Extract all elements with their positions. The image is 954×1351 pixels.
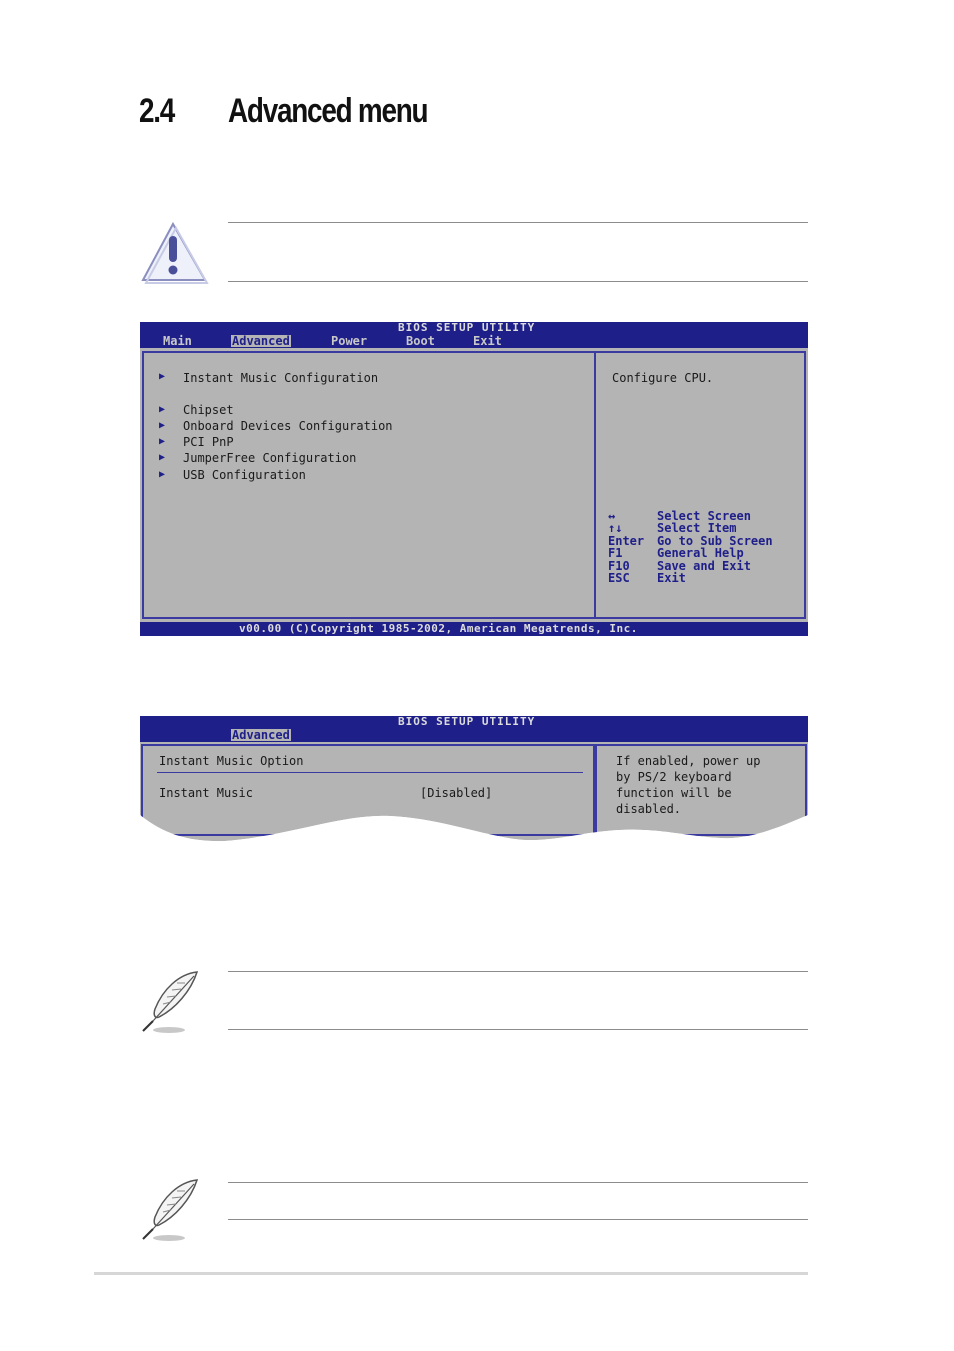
help-line: If enabled, power up [616, 754, 761, 768]
note-feather-icon [139, 969, 203, 1035]
menu-entry-chipset[interactable]: Chipset [183, 403, 234, 417]
menu-entry-onboard-devices[interactable]: Onboard Devices Configuration [183, 419, 393, 433]
option-value[interactable]: [Disabled] [420, 786, 493, 800]
menu-power[interactable]: Power [331, 334, 368, 348]
menu-entry-pci-pnp[interactable]: PCI PnP [183, 435, 234, 449]
key-desc: Select Item [657, 521, 737, 535]
footer-rule [94, 1272, 808, 1275]
section-divider [157, 772, 583, 773]
menu-entry-usb[interactable]: USB Configuration [183, 468, 306, 482]
submenu-arrow-icon: ▶ [159, 469, 166, 480]
note1-rule-bottom [228, 1029, 808, 1030]
menu-main[interactable]: Main [163, 334, 192, 348]
menu-entry-jumperfree[interactable]: JumperFree Configuration [183, 451, 357, 465]
key-name: Enter [608, 534, 645, 548]
help-line: by PS/2 keyboard [616, 770, 732, 784]
help-line: function will be [616, 786, 732, 800]
caution-icon [139, 220, 209, 286]
caution-rule-bottom [228, 281, 808, 282]
note2-rule-top [228, 1182, 808, 1183]
help-line: disabled. [616, 802, 682, 816]
key-name: F1 [608, 546, 623, 560]
bios-title: BIOS SETUP UTILITY [398, 321, 536, 334]
section-title: Advanced menu [228, 92, 428, 130]
bios-copyright: v00.00 (C)Copyright 1985-2002, American Megatrends, Inc. [239, 622, 638, 635]
option-label: Instant Music [159, 786, 253, 800]
caution-rule-top [228, 222, 808, 223]
key-name: ESC [608, 571, 630, 585]
section-number: 2.4 [139, 92, 175, 130]
submenu-arrow-icon: ▶ [159, 404, 166, 415]
submenu-arrow-icon: ▶ [159, 371, 166, 382]
bios-left-frame [142, 351, 596, 619]
key-name: ↑↓ [608, 521, 623, 535]
key-desc: Select Screen [657, 509, 751, 523]
key-name: ↔ [608, 509, 616, 523]
help-text: Configure CPU. [612, 371, 714, 385]
submenu-arrow-icon: ▶ [159, 452, 166, 463]
menu-advanced[interactable]: Advanced [232, 334, 290, 348]
menu-advanced[interactable]: Advanced [232, 728, 290, 742]
key-desc: Go to Sub Screen [657, 534, 773, 548]
key-name: F10 [608, 559, 630, 573]
submenu-arrow-icon: ▶ [159, 436, 166, 447]
key-desc: Save and Exit [657, 559, 751, 573]
bios-title: BIOS SETUP UTILITY [398, 715, 536, 728]
note-feather-icon [139, 1177, 203, 1243]
note1-rule-top [228, 971, 808, 972]
note2-rule-bottom [228, 1219, 808, 1220]
menu-boot[interactable]: Boot [406, 334, 435, 348]
menu-entry-instant-music[interactable]: Instant Music Configuration [183, 371, 379, 385]
key-desc: Exit [657, 571, 686, 585]
submenu-arrow-icon: ▶ [159, 420, 166, 431]
section-label: Instant Music Option [159, 754, 304, 768]
menu-exit[interactable]: Exit [473, 334, 502, 348]
key-desc: General Help [657, 546, 744, 560]
